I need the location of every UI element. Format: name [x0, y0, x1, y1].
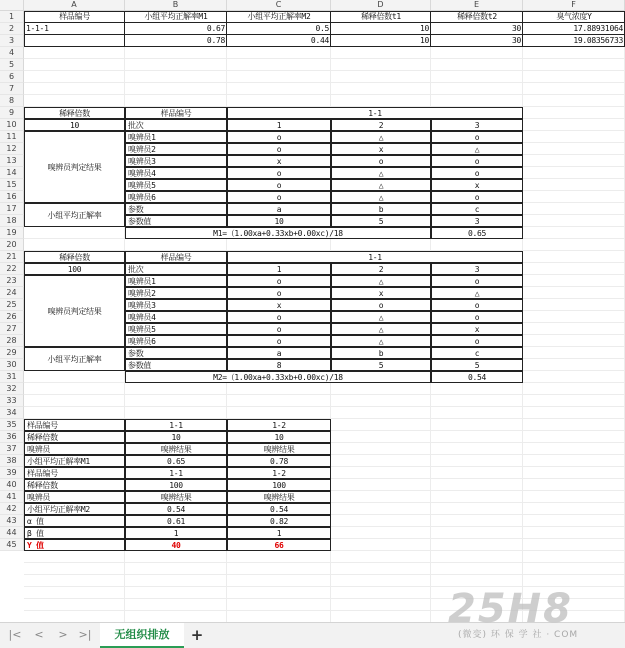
formula: M1=（1.00xa+0.33xb+0.00xc)/18 [125, 227, 431, 239]
panelist-result: o [331, 299, 431, 311]
summary-value: 10 [125, 431, 227, 443]
sample-value: 1-1 [227, 251, 523, 263]
row-header[interactable]: 34 [0, 407, 24, 419]
row-header[interactable]: 24 [0, 287, 24, 299]
row-header[interactable]: 13 [0, 155, 24, 167]
summary-value: 1 [227, 527, 331, 539]
panelist-result: o [431, 311, 523, 323]
table-border [522, 11, 523, 47]
panelist-result: △ [331, 191, 431, 203]
panelist-result: o [431, 191, 523, 203]
panelist-result: o [227, 143, 331, 155]
panelist-name: 嗅辨员5 [125, 323, 227, 335]
summary-label: β 值 [24, 527, 125, 539]
row-header[interactable]: 44 [0, 527, 24, 539]
summary-value: 40 [125, 539, 227, 551]
grid-line [24, 586, 625, 587]
summary-label: 样品编号 [24, 419, 125, 431]
param-value: 5 [331, 359, 431, 371]
column-header[interactable]: B [125, 0, 227, 11]
summary-value: 嗅辨结果 [125, 491, 227, 503]
batch-label: 批次 [125, 263, 227, 275]
row-header[interactable]: 17 [0, 203, 24, 215]
panel-result-label: 嗅辨员判定结果 [24, 131, 125, 203]
dilution-label: 稀释倍数 [24, 107, 125, 119]
average-label: 小组平均正解率 [24, 203, 125, 227]
summary-value: 1-2 [227, 419, 331, 431]
panelist-result: o [431, 275, 523, 287]
sample-value: 1-1 [227, 107, 523, 119]
summary-value: 0.54 [125, 503, 227, 515]
panelist-result: o [227, 275, 331, 287]
column-header[interactable]: E [431, 0, 523, 11]
summary-value: 1-1 [125, 419, 227, 431]
table-cell: 0.78 [125, 35, 227, 47]
grid-line [24, 82, 625, 83]
row-header[interactable]: 28 [0, 335, 24, 347]
row-header[interactable]: 19 [0, 227, 24, 239]
row-header[interactable]: 8 [0, 95, 24, 107]
table-cell: 1-1-1 [24, 23, 125, 35]
panelist-result: o [431, 131, 523, 143]
grid-line [24, 58, 625, 59]
table-cell: 10 [331, 23, 431, 35]
summary-label: 样品编号 [24, 467, 125, 479]
param-value: 8 [227, 359, 331, 371]
panelist-result: x [227, 155, 331, 167]
row-header[interactable]: 25 [0, 299, 24, 311]
table-cell: 17.88931064 [523, 23, 625, 35]
panelist-result: x [431, 179, 523, 191]
panelist-result: △ [331, 275, 431, 287]
dilution-label: 稀释倍数 [24, 251, 125, 263]
panelist-result: △ [331, 311, 431, 323]
table-border [330, 11, 331, 47]
row-header[interactable]: 33 [0, 395, 24, 407]
summary-label: 稀释倍数 [24, 479, 125, 491]
row-header[interactable]: 11 [0, 131, 24, 143]
table-border [226, 11, 227, 47]
select-all-corner[interactable] [0, 0, 24, 11]
summary-label: 嗅辨员 [24, 443, 125, 455]
summary-label: 小组平均正解率M2 [24, 503, 125, 515]
row-header[interactable]: 20 [0, 239, 24, 251]
row-header[interactable]: 5 [0, 59, 24, 71]
table-border [24, 34, 625, 35]
dilution-value: 10 [24, 119, 125, 131]
summary-label: Y 值 [24, 539, 125, 551]
panelist-result: x [331, 287, 431, 299]
row-header[interactable]: 35 [0, 419, 24, 431]
panelist-name: 嗅辨员4 [125, 167, 227, 179]
grid-line [24, 406, 625, 407]
batch-number: 1 [227, 263, 331, 275]
row-header[interactable]: 45 [0, 539, 24, 551]
panelist-result: o [227, 287, 331, 299]
grid-line [24, 94, 625, 95]
panelist-result: △ [431, 143, 523, 155]
panelist-result: o [227, 323, 331, 335]
row-header[interactable]: 29 [0, 347, 24, 359]
column-header[interactable]: A [24, 0, 125, 11]
first-sheet-button[interactable]: |< [8, 628, 22, 641]
panelist-result: o [431, 155, 523, 167]
param-name: b [331, 203, 431, 215]
row-header[interactable]: 30 [0, 359, 24, 371]
column-header[interactable]: D [331, 0, 431, 11]
sheet-tab-bar [0, 622, 625, 648]
panelist-result: o [431, 299, 523, 311]
summary-value: 0.54 [227, 503, 331, 515]
row-header[interactable]: 9 [0, 107, 24, 119]
row-header[interactable]: 12 [0, 143, 24, 155]
param-name: b [331, 347, 431, 359]
average-label: 小组平均正解率 [24, 347, 125, 371]
table-header: 稀释倍数t1 [331, 11, 431, 23]
last-sheet-button[interactable]: >| [78, 628, 92, 641]
row-header[interactable]: 7 [0, 83, 24, 95]
prev-sheet-button[interactable]: < [34, 628, 44, 641]
watermark-subtitle: (微变) 环 保 学 社 · COM [458, 630, 579, 640]
panelist-result: o [331, 155, 431, 167]
param-value: 3 [431, 215, 523, 227]
param-label: 参数 [125, 347, 227, 359]
summary-value: 10 [227, 431, 331, 443]
next-sheet-button[interactable]: > [58, 628, 68, 641]
panelist-result: o [227, 191, 331, 203]
param-name: a [227, 347, 331, 359]
table-header: 稀释倍数t2 [431, 11, 523, 23]
batch-number: 3 [431, 119, 523, 131]
panelist-name: 嗅辨员2 [125, 143, 227, 155]
row-header[interactable]: 39 [0, 467, 24, 479]
panelist-name: 嗅辨员1 [125, 131, 227, 143]
table-header: 小组平均正解率M1 [125, 11, 227, 23]
summary-value: 1-1 [125, 467, 227, 479]
row-header[interactable]: 32 [0, 383, 24, 395]
param-name: c [431, 347, 523, 359]
table-cell: 30 [431, 35, 523, 47]
summary-value: 0.65 [125, 455, 227, 467]
row-header[interactable]: 31 [0, 371, 24, 383]
formula: M2=（1.00xa+0.33xb+0.00xc)/18 [125, 371, 431, 383]
column-header[interactable]: F [523, 0, 625, 11]
summary-label: 稀释倍数 [24, 431, 125, 443]
table-cell: 0.44 [227, 35, 331, 47]
table-header: 臭气浓度Y [523, 11, 625, 23]
row-header[interactable]: 15 [0, 179, 24, 191]
table-header: 小组平均正解率M2 [227, 11, 331, 23]
add-sheet-button[interactable]: + [190, 626, 204, 644]
param-name: a [227, 203, 331, 215]
batch-label: 批次 [125, 119, 227, 131]
panelist-result: o [227, 131, 331, 143]
param-value: 5 [431, 359, 523, 371]
summary-value: 1 [125, 527, 227, 539]
sample-label: 样品编号 [125, 107, 227, 119]
row-header[interactable]: 41 [0, 491, 24, 503]
panelist-result: o [431, 335, 523, 347]
column-header[interactable]: C [227, 0, 331, 11]
row-header[interactable]: 4 [0, 47, 24, 59]
summary-label: 嗅辨员 [24, 491, 125, 503]
panelist-result: x [227, 299, 331, 311]
batch-number: 1 [227, 119, 331, 131]
table-border [430, 11, 431, 47]
result-value: 0.54 [431, 371, 523, 383]
param-value: 10 [227, 215, 331, 227]
grid-line [24, 610, 625, 611]
table-cell: 30 [431, 23, 523, 35]
row-header[interactable]: 36 [0, 431, 24, 443]
panelist-result: △ [331, 167, 431, 179]
row-header[interactable]: 27 [0, 323, 24, 335]
row-header[interactable]: 40 [0, 479, 24, 491]
row-header[interactable]: 3 [0, 35, 24, 47]
summary-value: 嗅辨结果 [125, 443, 227, 455]
batch-number: 3 [431, 263, 523, 275]
row-header[interactable]: 18 [0, 215, 24, 227]
panelist-name: 嗅辨员5 [125, 179, 227, 191]
panelist-result: o [227, 167, 331, 179]
panelist-name: 嗅辨员4 [125, 311, 227, 323]
batch-number: 2 [331, 119, 431, 131]
param-name: c [431, 203, 523, 215]
row-header[interactable]: 22 [0, 263, 24, 275]
table-border [24, 22, 625, 23]
panelist-name: 嗅辨员3 [125, 299, 227, 311]
sheet-tab-active[interactable]: 无组织排放 [100, 623, 184, 648]
param-value-label: 参数值 [125, 359, 227, 371]
summary-value: 100 [125, 479, 227, 491]
row-header[interactable]: 38 [0, 455, 24, 467]
table-cell: 0.67 [125, 23, 227, 35]
table-cell: 19.08356733 [523, 35, 625, 47]
table-header: 样品编号 [24, 11, 125, 23]
row-header[interactable]: 42 [0, 503, 24, 515]
panelist-result: o [227, 179, 331, 191]
table-border [124, 11, 125, 47]
panelist-result: x [431, 323, 523, 335]
param-value-label: 参数值 [125, 215, 227, 227]
batch-number: 2 [331, 263, 431, 275]
panelist-name: 嗅辨员2 [125, 287, 227, 299]
summary-label: 小组平均正解率M1 [24, 455, 125, 467]
summary-value: 100 [227, 479, 331, 491]
param-label: 参数 [125, 203, 227, 215]
panelist-result: △ [331, 323, 431, 335]
row-header[interactable]: 16 [0, 191, 24, 203]
grid-line [24, 574, 625, 575]
summary-value: 0.61 [125, 515, 227, 527]
summary-label: α 值 [24, 515, 125, 527]
sample-label: 样品编号 [125, 251, 227, 263]
panelist-result: o [227, 335, 331, 347]
panelist-result: △ [331, 131, 431, 143]
row-header[interactable]: 14 [0, 167, 24, 179]
panelist-name: 嗅辨员6 [125, 191, 227, 203]
panelist-name: 嗅辨员1 [125, 275, 227, 287]
panelist-result: △ [331, 335, 431, 347]
grid-line [24, 598, 625, 599]
panelist-result: o [227, 311, 331, 323]
table-cell: 10 [331, 35, 431, 47]
row-header[interactable]: 10 [0, 119, 24, 131]
panelist-result: △ [431, 287, 523, 299]
result-value: 0.65 [431, 227, 523, 239]
row-header[interactable]: 6 [0, 71, 24, 83]
row-header[interactable]: 23 [0, 275, 24, 287]
summary-value: 0.82 [227, 515, 331, 527]
row-header[interactable]: 43 [0, 515, 24, 527]
param-value: 5 [331, 215, 431, 227]
summary-value: 0.78 [227, 455, 331, 467]
row-header[interactable]: 26 [0, 311, 24, 323]
row-header[interactable]: 2 [0, 23, 24, 35]
grid-line [24, 70, 625, 71]
row-header[interactable]: 37 [0, 443, 24, 455]
table-cell: 0.5 [227, 23, 331, 35]
panelist-result: o [431, 167, 523, 179]
panelist-name: 嗅辨员3 [125, 155, 227, 167]
summary-value: 66 [227, 539, 331, 551]
grid-line [24, 562, 625, 563]
panel-result-label: 嗅辨员判定结果 [24, 275, 125, 347]
watermark-logo: 25H8 [448, 586, 573, 632]
summary-value: 1-2 [227, 467, 331, 479]
row-header[interactable]: 1 [0, 11, 24, 23]
panelist-result: △ [331, 179, 431, 191]
grid-line [24, 394, 625, 395]
panelist-name: 嗅辨员6 [125, 335, 227, 347]
dilution-value: 100 [24, 263, 125, 275]
row-header[interactable]: 21 [0, 251, 24, 263]
table-cell [24, 35, 125, 47]
panelist-result: x [331, 143, 431, 155]
summary-value: 嗅辨结果 [227, 491, 331, 503]
summary-value: 嗅辨结果 [227, 443, 331, 455]
